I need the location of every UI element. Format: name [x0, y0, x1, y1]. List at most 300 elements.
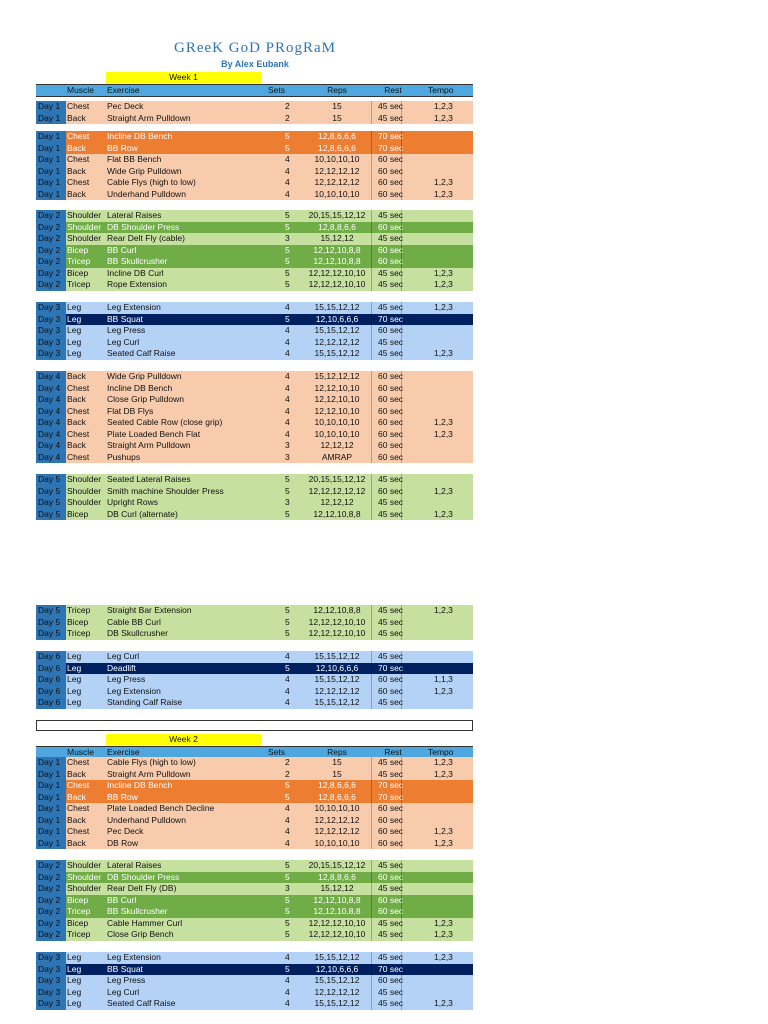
exercise-cell: Straight Arm Pulldown	[107, 112, 191, 123]
table-row	[36, 509, 473, 521]
column-divider	[371, 222, 372, 234]
exercise-cell: Upright Rows	[107, 497, 159, 507]
rest-cell: 45 sec	[378, 860, 404, 870]
day-cell: Day 1	[36, 189, 66, 201]
muscle-cell: Tricep	[67, 605, 91, 615]
tempo-cell: 1,2,3	[434, 929, 453, 939]
rest-cell: 70 sec	[378, 142, 404, 153]
exercise-cell: Rear Delt Fly (DB)	[107, 883, 177, 893]
column-divider	[401, 210, 402, 222]
muscle-cell: Tricep	[67, 929, 91, 939]
column-divider	[401, 998, 402, 1010]
reps-cell: 15,12,12,12	[314, 371, 360, 381]
table-row	[36, 417, 473, 429]
exercise-cell: Pushups	[107, 451, 141, 462]
sets-cell: 4	[285, 803, 290, 813]
column-divider	[371, 486, 372, 498]
exercise-cell: Leg Extension	[107, 952, 161, 962]
muscle-cell: Shoulder	[67, 860, 102, 870]
column-divider	[401, 674, 402, 686]
day-cell: Day 5	[36, 628, 66, 640]
tempo-cell: 1,2,3	[434, 267, 453, 278]
column-divider	[371, 440, 372, 452]
exercise-cell: DB Curl (alternate)	[107, 508, 178, 519]
reps-cell: 12,12,12	[320, 497, 354, 507]
muscle-cell: Bicep	[67, 616, 89, 627]
column-divider	[371, 792, 372, 804]
tempo-cell: 1,2,3	[434, 837, 453, 848]
exercise-cell: DB Shoulder Press	[107, 871, 180, 882]
muscle-cell: Leg	[67, 348, 82, 358]
exercise-cell: Leg Extension	[107, 685, 161, 696]
table-row	[36, 245, 473, 257]
rest-cell: 60 sec	[378, 894, 404, 905]
rest-cell: 45 sec	[378, 986, 404, 997]
sets-cell: 5	[285, 279, 290, 289]
sets-cell: 4	[285, 405, 290, 416]
column-divider	[401, 245, 402, 257]
column-divider	[401, 838, 402, 850]
column-divider	[401, 337, 402, 349]
day-cell: Day 4	[36, 371, 66, 383]
muscle-cell: Leg	[67, 697, 82, 707]
muscle-cell: Tricep	[67, 279, 91, 289]
exercise-cell: Seated Cable Row (close grip)	[107, 417, 223, 427]
table-row	[36, 279, 473, 291]
rest-cell: 45 sec	[378, 210, 404, 220]
column-divider	[371, 975, 372, 987]
table-row	[36, 101, 473, 113]
rest-cell: 45 sec	[378, 651, 404, 661]
day-cell: Day 2	[36, 906, 66, 918]
day-cell: Day 1	[36, 143, 66, 155]
reps-cell: AMRAP	[321, 451, 353, 462]
reps-cell: 10,10,10,10	[314, 428, 360, 439]
column-divider	[371, 964, 372, 976]
column-divider	[371, 826, 372, 838]
header-sets: Sets	[268, 747, 286, 757]
muscle-cell: Chest	[67, 177, 90, 187]
exercise-cell: Underhand Pulldown	[107, 814, 186, 825]
table-row	[36, 440, 473, 452]
sets-cell: 5	[285, 256, 290, 266]
rest-cell: 45 sec	[378, 697, 404, 707]
column-divider	[401, 302, 402, 314]
reps-cell: 12,12,10,8,8	[313, 894, 361, 905]
muscle-cell: Shoulder	[67, 221, 102, 232]
column-divider	[371, 429, 372, 441]
exercise-cell: Pec Deck	[107, 101, 144, 111]
column-divider	[371, 166, 372, 178]
rest-cell: 60 sec	[378, 325, 404, 335]
column-divider	[371, 113, 372, 125]
column-divider	[401, 895, 402, 907]
sets-cell: 4	[285, 674, 290, 684]
day-cell: Day 2	[36, 256, 66, 268]
table-row	[36, 860, 473, 872]
column-divider	[371, 929, 372, 941]
sets-cell: 5	[285, 142, 290, 153]
day-cell: Day 1	[36, 177, 66, 189]
rest-cell: 60 sec	[378, 906, 404, 916]
tempo-cell: 1,2,3	[434, 417, 453, 427]
table-row	[36, 314, 473, 326]
sets-cell: 5	[285, 221, 290, 232]
reps-cell: 12,8,6,6,6	[318, 791, 356, 802]
table-header-week-1	[36, 84, 473, 97]
rest-cell: 60 sec	[378, 405, 404, 416]
table-row	[36, 838, 473, 850]
column-divider	[371, 268, 372, 280]
rest-cell: 45 sec	[378, 757, 404, 767]
table-row	[36, 757, 473, 769]
muscle-cell: Back	[67, 165, 86, 176]
rest-cell: 60 sec	[378, 188, 404, 199]
column-divider	[371, 803, 372, 815]
column-divider	[401, 663, 402, 675]
muscle-cell: Tricep	[67, 906, 91, 916]
header-exercise: Exercise	[107, 747, 140, 757]
column-divider	[371, 987, 372, 999]
rest-cell: 60 sec	[378, 256, 404, 266]
day-cell: Day 1	[36, 838, 66, 850]
column-divider	[371, 279, 372, 291]
exercise-cell: Pec Deck	[107, 826, 144, 836]
muscle-cell: Leg	[67, 685, 82, 696]
tempo-cell: 1,2,3	[434, 302, 453, 312]
rest-cell: 45 sec	[378, 768, 404, 779]
muscle-cell: Bicep	[67, 267, 89, 278]
column-divider	[401, 440, 402, 452]
column-divider	[371, 210, 372, 222]
exercise-cell: Incline DB Bench	[107, 780, 173, 790]
rest-cell: 60 sec	[378, 371, 404, 381]
column-divider	[371, 860, 372, 872]
table-row	[36, 929, 473, 941]
sets-cell: 5	[285, 616, 290, 627]
column-divider	[401, 314, 402, 326]
sets-cell: 4	[285, 986, 290, 997]
day-cell: Day 6	[36, 674, 66, 686]
reps-cell: 20,15,15,12,12	[308, 474, 366, 484]
muscle-cell: Back	[67, 837, 86, 848]
exercise-cell: Cable Hammer Curl	[107, 917, 183, 928]
tempo-cell: 1,2,3	[434, 768, 453, 779]
column-divider	[401, 143, 402, 155]
exercise-cell: Leg Curl	[107, 651, 140, 661]
muscle-cell: Back	[67, 417, 86, 427]
column-divider	[401, 394, 402, 406]
exercise-cell: Cable BB Curl	[107, 616, 161, 627]
sets-cell: 4	[285, 177, 290, 187]
table-row	[36, 113, 473, 125]
column-divider	[401, 371, 402, 383]
reps-cell: 12,12,12,10,10	[308, 616, 366, 627]
day-cell: Day 4	[36, 417, 66, 429]
rest-cell: 60 sec	[378, 837, 404, 848]
rest-cell: 60 sec	[378, 674, 404, 684]
sets-cell: 5	[285, 917, 290, 928]
column-divider	[401, 325, 402, 337]
day-cell: Day 2	[36, 918, 66, 930]
day-cell: Day 2	[36, 860, 66, 872]
column-divider	[401, 906, 402, 918]
sets-cell: 5	[285, 871, 290, 882]
column-divider	[401, 268, 402, 280]
sets-cell: 5	[285, 605, 290, 615]
column-divider	[401, 233, 402, 245]
column-divider	[371, 314, 372, 326]
rest-cell: 45 sec	[378, 952, 404, 962]
table-row	[36, 256, 473, 268]
day-cell: Day 4	[36, 452, 66, 464]
table-row	[36, 815, 473, 827]
table-row	[36, 674, 473, 686]
table-row	[36, 474, 473, 486]
reps-cell: 12,8,8,6,6	[318, 871, 356, 882]
header-tempo: Tempo	[428, 85, 454, 95]
muscle-cell: Chest	[67, 780, 90, 790]
sets-cell: 5	[285, 860, 290, 870]
column-divider	[371, 686, 372, 698]
exercise-cell: Cable Flys (high to low)	[107, 757, 196, 767]
table-row	[36, 975, 473, 987]
tempo-cell: 1,2,3	[434, 279, 453, 289]
table-row	[36, 998, 473, 1010]
tempo-cell: 1,2,3	[434, 112, 453, 123]
exercise-cell: Wide Grip Pulldown	[107, 371, 182, 381]
reps-cell: 10,10,10,10	[314, 417, 360, 427]
column-divider	[401, 113, 402, 125]
sets-cell: 4	[285, 417, 290, 427]
muscle-cell: Shoulder	[67, 871, 102, 882]
day-cell: Day 4	[36, 406, 66, 418]
day-cell: Day 4	[36, 383, 66, 395]
muscle-cell: Chest	[67, 428, 90, 439]
header-exercise: Exercise	[107, 85, 140, 95]
sets-cell: 4	[285, 952, 290, 962]
sets-cell: 3	[285, 451, 290, 462]
column-divider	[401, 429, 402, 441]
reps-cell: 12,12,12,12	[314, 826, 360, 836]
muscle-cell: Leg	[67, 674, 82, 684]
exercise-cell: Leg Press	[107, 975, 146, 985]
rest-cell: 70 sec	[378, 963, 404, 974]
table-row	[36, 452, 473, 464]
reps-cell: 12,12,10,10	[314, 382, 360, 393]
day-cell: Day 2	[36, 929, 66, 941]
reps-cell: 10,10,10,10	[314, 837, 360, 848]
day-cell: Day 3	[36, 348, 66, 360]
column-divider	[401, 883, 402, 895]
column-divider	[401, 509, 402, 521]
table-row	[36, 628, 473, 640]
table-row	[36, 872, 473, 884]
day-cell: Day 3	[36, 314, 66, 326]
muscle-cell: Chest	[67, 826, 90, 836]
reps-cell: 12,8,8,6,6	[318, 221, 356, 232]
rest-cell: 60 sec	[378, 451, 404, 462]
sets-cell: 5	[285, 485, 290, 496]
tempo-cell: 1,2,3	[434, 952, 453, 962]
column-divider	[401, 452, 402, 464]
day-cell: Day 6	[36, 697, 66, 709]
sets-cell: 4	[285, 348, 290, 358]
rest-cell: 60 sec	[378, 485, 404, 496]
column-divider	[401, 617, 402, 629]
column-divider	[401, 815, 402, 827]
muscle-cell: Bicep	[67, 244, 89, 255]
reps-cell: 12,12,12,12,12	[308, 485, 366, 496]
header-rest: Rest	[384, 747, 402, 757]
rest-cell: 45 sec	[378, 474, 404, 484]
sets-cell: 3	[285, 497, 290, 507]
muscle-cell: Back	[67, 394, 86, 404]
day-cell: Day 3	[36, 952, 66, 964]
column-divider	[371, 895, 372, 907]
reps-cell: 12,12,12,10,10	[308, 917, 366, 928]
table-row	[36, 769, 473, 781]
reps-cell: 12,12,12,12	[314, 336, 360, 347]
rest-cell: 70 sec	[378, 662, 404, 673]
day-cell: Day 1	[36, 154, 66, 166]
column-divider	[401, 792, 402, 804]
column-divider	[371, 154, 372, 166]
column-divider	[371, 883, 372, 895]
sets-cell: 4	[285, 394, 290, 404]
reps-cell: 15,12,12	[320, 233, 354, 243]
sets-cell: 4	[285, 165, 290, 176]
tempo-cell: 1,2,3	[434, 485, 453, 496]
exercise-cell: BB Curl	[107, 244, 137, 255]
sets-cell: 4	[285, 975, 290, 985]
exercise-cell: Rope Extension	[107, 279, 168, 289]
column-divider	[401, 256, 402, 268]
sets-cell: 5	[285, 267, 290, 278]
column-divider	[401, 826, 402, 838]
column-divider	[401, 686, 402, 698]
muscle-cell: Leg	[67, 998, 82, 1008]
reps-cell: 12,10,6,6,6	[315, 313, 359, 324]
day-cell: Day 3	[36, 325, 66, 337]
day-cell: Day 1	[36, 131, 66, 143]
column-divider	[401, 605, 402, 617]
table-row	[36, 486, 473, 498]
day-cell: Day 5	[36, 509, 66, 521]
day-cell: Day 1	[36, 826, 66, 838]
column-divider	[401, 872, 402, 884]
column-divider	[401, 154, 402, 166]
reps-cell: 20,15,15,12,12	[308, 860, 366, 870]
table-row	[36, 826, 473, 838]
reps-cell: 12,12,10,8,8	[313, 605, 361, 615]
muscle-cell: Shoulder	[67, 485, 102, 496]
sets-cell: 2	[285, 757, 290, 767]
day-cell: Day 6	[36, 651, 66, 663]
reps-cell: 15,15,12,12	[314, 325, 360, 335]
tempo-cell: 1,2,3	[434, 348, 453, 358]
sets-cell: 4	[285, 154, 290, 164]
rest-cell: 60 sec	[378, 417, 404, 427]
tempo-cell: 1,2,3	[434, 508, 453, 519]
day-cell: Day 2	[36, 233, 66, 245]
sets-cell: 4	[285, 685, 290, 696]
column-divider	[371, 302, 372, 314]
sets-cell: 5	[285, 210, 290, 220]
sets-cell: 4	[285, 651, 290, 661]
tempo-cell: 1,2,3	[434, 605, 453, 615]
table-row	[36, 325, 473, 337]
rest-cell: 45 sec	[378, 929, 404, 939]
table-row	[36, 987, 473, 999]
sets-cell: 5	[285, 474, 290, 484]
exercise-cell: DB Skullcrusher	[107, 628, 168, 638]
day-cell: Day 1	[36, 792, 66, 804]
table-row	[36, 210, 473, 222]
day-cell: Day 2	[36, 895, 66, 907]
day-cell: Day 1	[36, 113, 66, 125]
table-row	[36, 605, 473, 617]
rest-cell: 70 sec	[378, 780, 404, 790]
column-divider	[371, 101, 372, 113]
column-divider	[371, 872, 372, 884]
day-cell: Day 1	[36, 780, 66, 792]
table-row	[36, 697, 473, 709]
muscle-cell: Leg	[67, 302, 82, 312]
table-row	[36, 131, 473, 143]
column-divider	[401, 918, 402, 930]
exercise-cell: BB Curl	[107, 894, 137, 905]
table-row	[36, 222, 473, 234]
reps-cell: 15,15,12,12	[314, 952, 360, 962]
rest-cell: 45 sec	[378, 112, 404, 123]
day-cell: Day 2	[36, 279, 66, 291]
muscle-cell: Bicep	[67, 894, 89, 905]
column-divider	[401, 769, 402, 781]
day-cell: Day 5	[36, 605, 66, 617]
header-reps: Reps	[327, 85, 347, 95]
exercise-cell: BB Squat	[107, 313, 143, 324]
exercise-cell: BB Squat	[107, 963, 143, 974]
reps-cell: 15	[332, 757, 342, 767]
tempo-cell: 1,2,3	[434, 826, 453, 836]
muscle-cell: Bicep	[67, 917, 89, 928]
day-cell: Day 4	[36, 429, 66, 441]
muscle-cell: Chest	[67, 154, 90, 164]
rest-cell: 70 sec	[378, 313, 404, 324]
sets-cell: 4	[285, 697, 290, 707]
rest-cell: 60 sec	[378, 165, 404, 176]
column-divider	[401, 417, 402, 429]
muscle-cell: Chest	[67, 405, 90, 416]
exercise-cell: Rear Delt Fly (cable)	[107, 233, 185, 243]
table-row	[36, 166, 473, 178]
column-divider	[371, 406, 372, 418]
reps-cell: 12,12,12,10,10	[308, 929, 366, 939]
exercise-cell: Incline DB Bench	[107, 382, 173, 393]
sets-cell: 3	[285, 440, 290, 450]
exercise-cell: Straight Arm Pulldown	[107, 768, 191, 779]
column-divider	[401, 177, 402, 189]
rest-cell: 60 sec	[378, 428, 404, 439]
rest-cell: 70 sec	[378, 131, 404, 141]
column-divider	[371, 371, 372, 383]
sets-cell: 4	[285, 371, 290, 381]
column-divider	[401, 803, 402, 815]
column-divider	[401, 780, 402, 792]
table-row	[36, 686, 473, 698]
sets-cell: 5	[285, 894, 290, 905]
